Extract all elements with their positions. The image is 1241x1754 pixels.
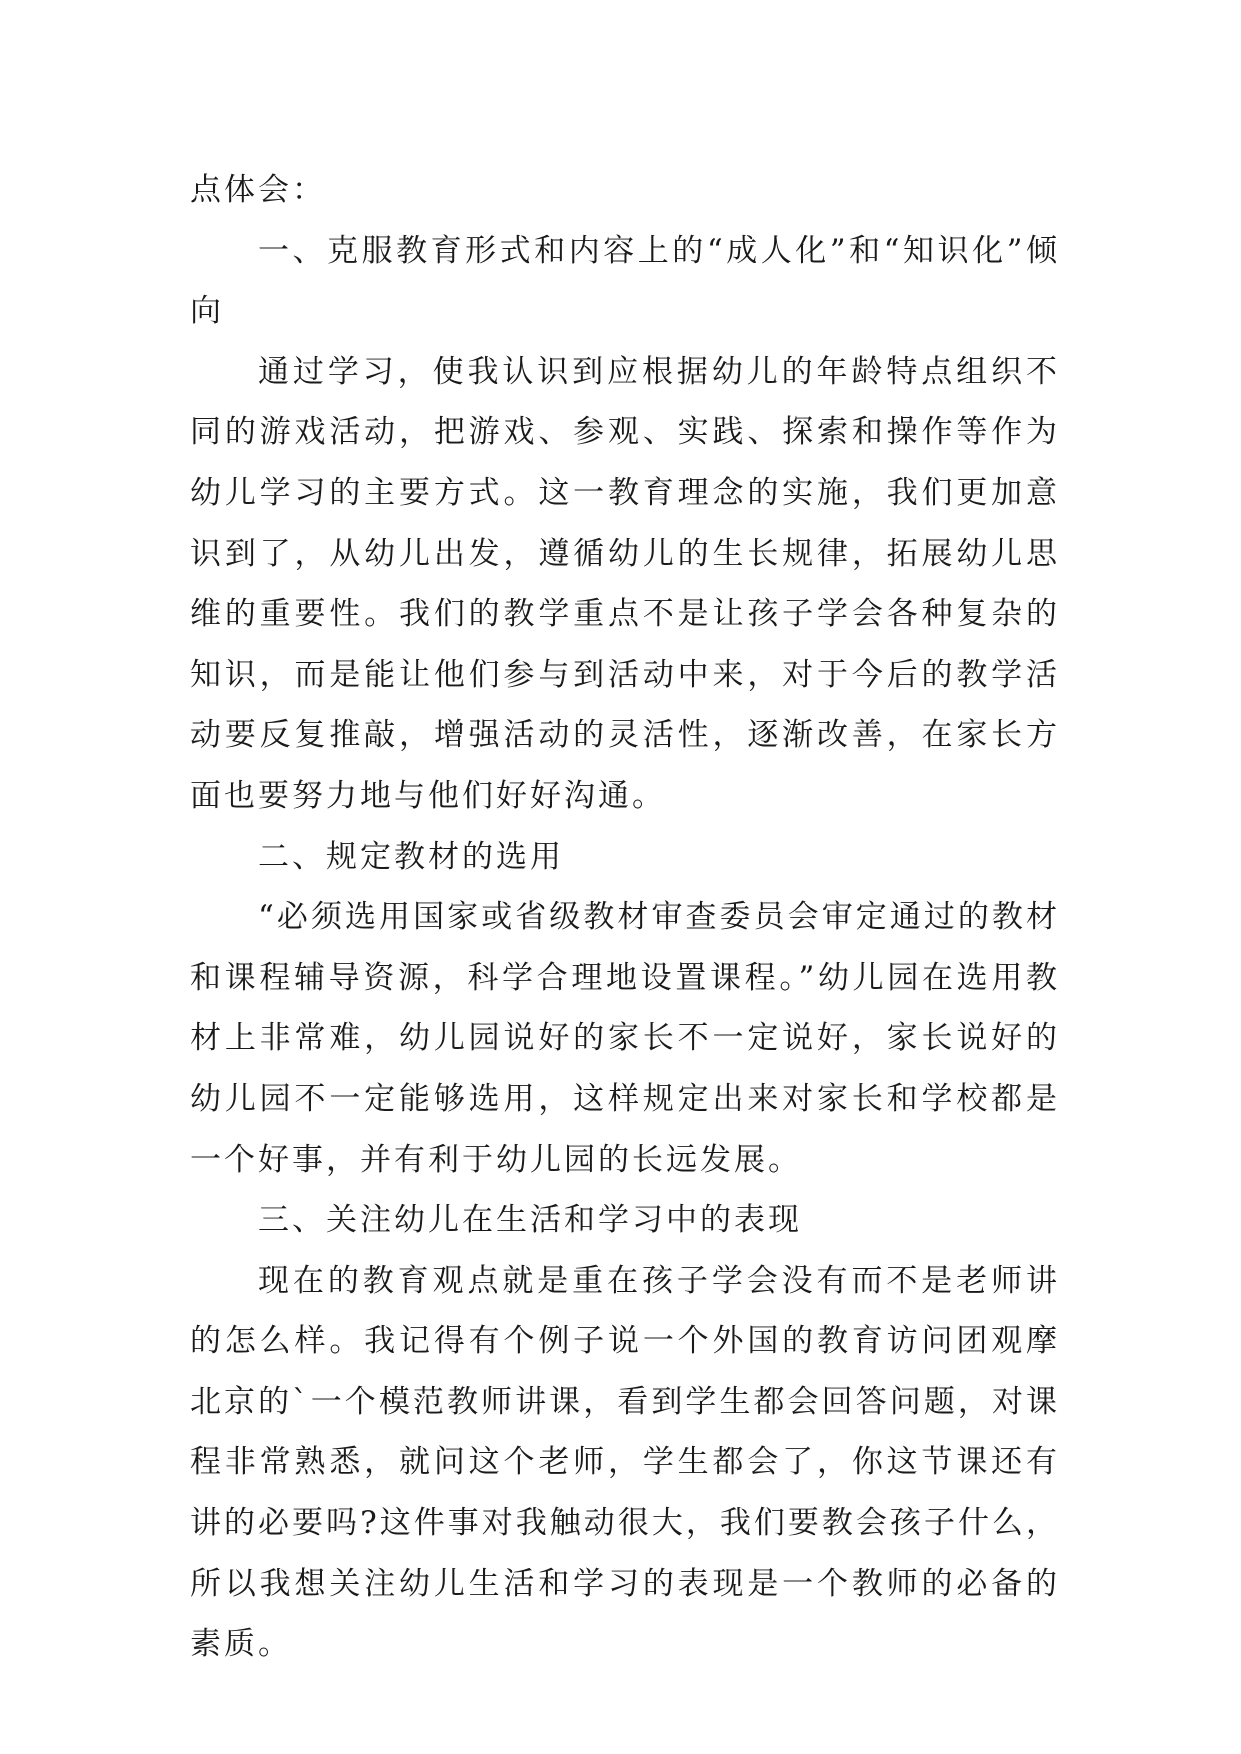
section-heading-1: 一、克服教育形式和内容上的“成人化”和“知识化”倾向: [190, 232, 1060, 330]
paragraph-continuation: 点体会：: [190, 172, 326, 208]
paragraph-section-2: “必须选用国家或省级教材审查委员会审定通过的教材和课程辅导资源，科学合理地设置课程。”幼儿园在选用教材上非常难，幼儿园说好的家长不一定说好，家长说好的幼儿园不一定能够选用，这样规定出来对家长和学校都是一个好事，并有利于幼儿园的长远发展。: [190, 899, 1060, 1178]
body-text: [190, 160, 1060, 1675]
paragraph-section-1: 通过学习，使我认识到应根据幼儿的年龄特点组织不同的游戏活动，把游戏、参观、实践、探索和操作等作为幼儿学习的主要方式。这一教育理念的实施，我们更加意识到了，从幼儿出发，遵循幼儿的生长规律，拓展幼儿思维的重要性。我们的教学重点不是让孩子学会各种复杂的知识，而是能让他们参与到活动中来，对于今后的教学活动要反复推敲，增强活动的灵活性，逐渐改善，在家长方面也要努力地与他们好好沟通。: [190, 353, 1060, 814]
paragraph-section-3: 现在的教育观点就是重在孩子学会没有而不是老师讲的怎么样。我记得有个例子说一个外国的教育访问团观摩北京的`一个模范教师讲课，看到学生都会回答问题，对课程非常熟悉，就问这个老师，学生都会了，你这节课还有讲的必要吗?这件事对我触动很大，我们要教会孩子什么，所以我想关注幼儿生活和学习的表现是一个教师的必备的素质。: [190, 1262, 1060, 1663]
section-heading-2: 二、规定教材的选用: [258, 838, 564, 875]
section-heading-3: 三、关注幼儿在生活和学习中的表现: [258, 1202, 802, 1239]
